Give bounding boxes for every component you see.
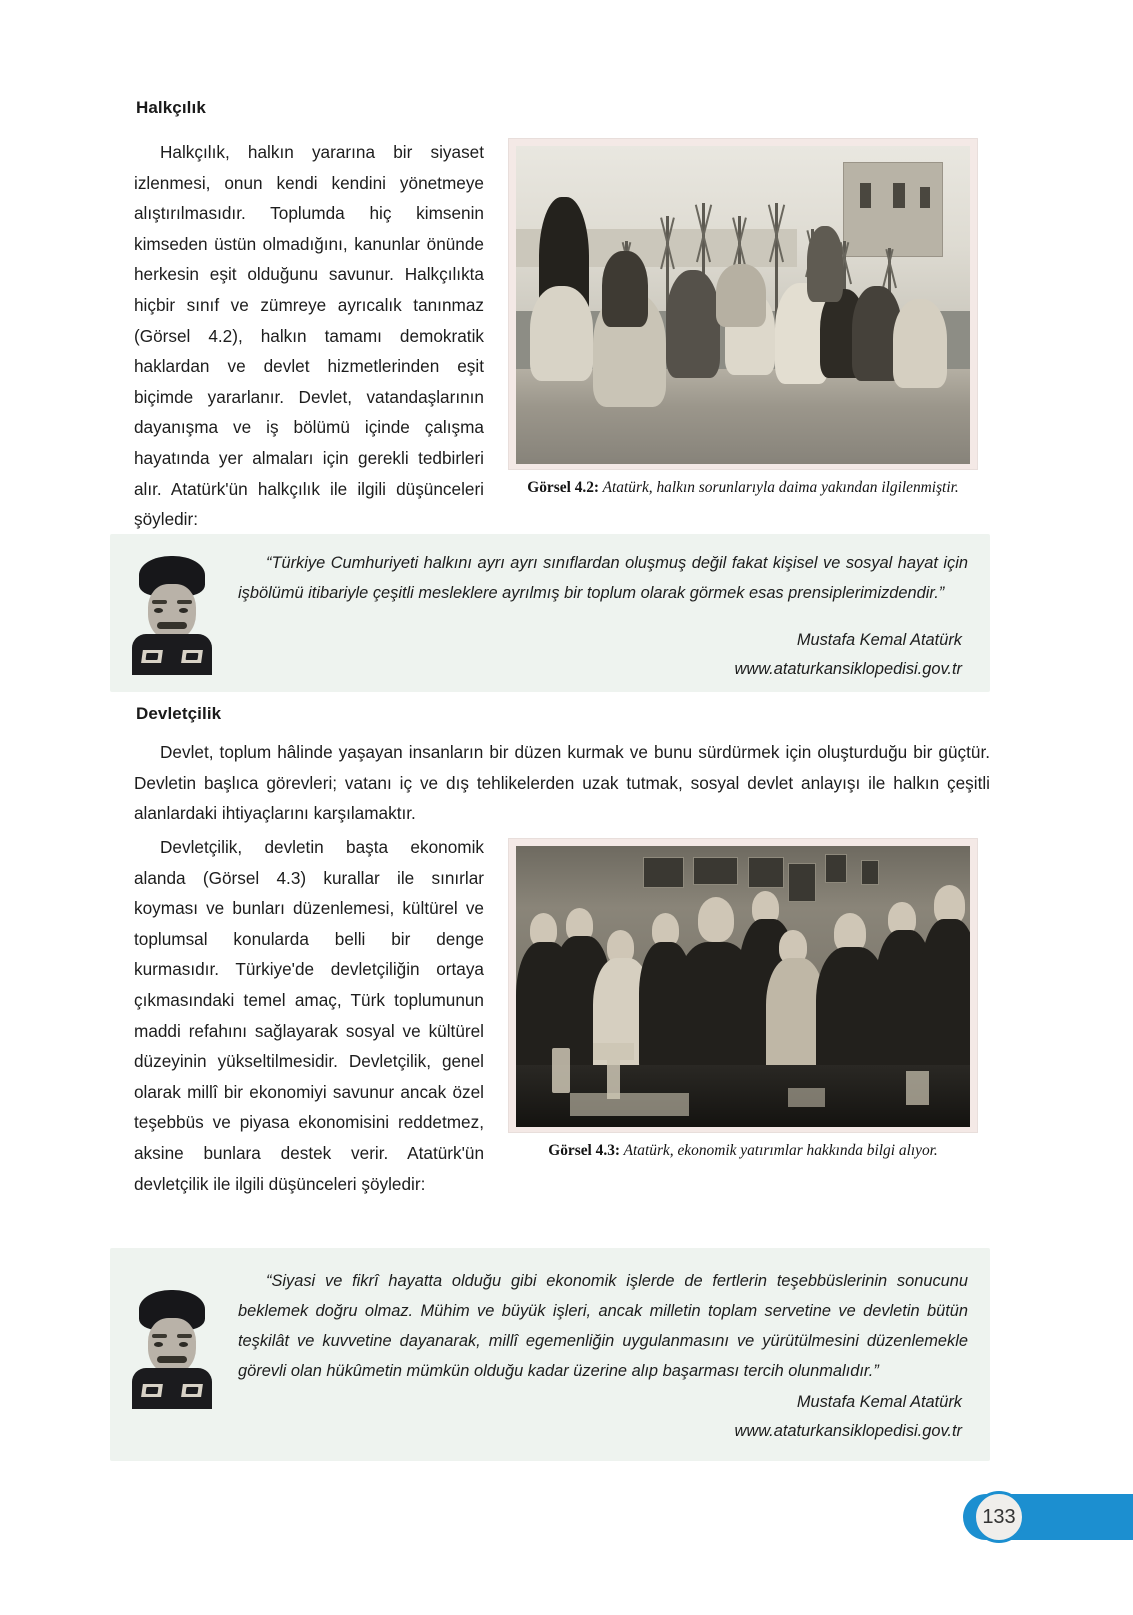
wall-frame bbox=[825, 854, 848, 882]
wall-frame bbox=[861, 860, 879, 885]
wall-frame bbox=[643, 857, 684, 888]
photo-person bbox=[602, 251, 647, 327]
photo-person bbox=[716, 264, 766, 328]
wall-frame bbox=[748, 857, 784, 888]
figure-43-caption-text: Atatürk, ekonomik yatırımlar hakkında bilgi alıyor. bbox=[620, 1142, 938, 1159]
quote-2-author: Mustafa Kemal Atatürk bbox=[796, 1393, 962, 1411]
wall-frame bbox=[788, 863, 815, 902]
quote-1-attribution bbox=[735, 626, 962, 684]
figure-43 bbox=[508, 838, 978, 1160]
figure-43-photo bbox=[516, 846, 970, 1127]
model-piece bbox=[570, 1093, 688, 1115]
figure-42-frame bbox=[508, 138, 978, 470]
photo-person bbox=[807, 226, 843, 302]
model-piece bbox=[552, 1048, 570, 1093]
quote-2-attribution bbox=[735, 1388, 962, 1446]
figure-42-caption-text: Atatürk, halkın sorunlarıyla daima yakından ilgilenmiştir. bbox=[599, 479, 959, 496]
figure-42-photo bbox=[516, 146, 970, 464]
figure-42-caption bbox=[508, 470, 978, 497]
model-piece bbox=[593, 1043, 634, 1060]
quote-1-author: Mustafa Kemal Atatürk bbox=[796, 631, 962, 649]
devletcilik-column-paragraph: Devletçilik, devletin başta ekonomik alanda (Görsel 4.3) kurallar ile sınırlar koyması ve bunları düzenlemesi, kültürel ve toplumsal konularda belli bir denge kurmasıdır. Türkiye'de devletçiliğin ortaya çıkmasındaki temel amaç, Türk toplumunun maddi refahını sağlayarak sosyal ve kültürel düzeyinin yükseltilmesidir. Devletçilik, genel olarak millî bir ekonomiyi savunur ancak özel teşebbüs ve piyasa ekonomisini reddetmez, aksine bunlara destek verir. Atatürk'ün devletçilik ile ilgili düşünceleri şöyledir: bbox=[134, 837, 484, 1194]
model-piece bbox=[906, 1071, 929, 1105]
halkcilik-paragraph: Halkçılık, halkın yararına bir siyaset izlenmesi, onun kendi kendini yönetmeye alıştırılmasıdır. Toplumda hiç kimsenin kimseden üstün olmadığını, kanunlar önünde herkesin eşit olduğunu savunur. Halkçılıkta hiçbir sınıf ve zümreye ayrıcalık tanınmaz (Görsel 4.2), halkın tamamı demokratik haklardan ve devlet hizmetlerinden eşit biçimde yararlanır. Devlet, vatandaşlarının dayanışma ve iş bölümü içinde çalışma hayatında yer almaları için gerekli tedbirleri alır. Atatürk'ün halkçılık ile ilgili düşünceleri şöyledir: bbox=[134, 142, 484, 530]
photo-person bbox=[530, 286, 594, 381]
ataturk-portrait-icon bbox=[128, 1284, 216, 1409]
quote-1-source: www.ataturkansiklopedisi.gov.tr bbox=[734, 660, 962, 678]
figure-42-label: Görsel 4.2: bbox=[527, 479, 600, 496]
photo-building bbox=[843, 162, 943, 257]
quote-2-text: “Siyasi ve fikrî hayatta olduğu gibi ekonomik işlerde de fertlerin teşebbüslerinin sonucunu beklemek doğru olmaz. Mühim ve büyük işleri, ancak milletin toplam servetine ve devletin bütün teşkilât ve kuvvetine dayanarak, millî egemenliğin uygulanmasını ve yürütülmesini düzenlemekle görevli olan hükûmetin mümkün olduğu kadar üzerine alıp başarması tercih olunmalıdır.” bbox=[238, 1272, 968, 1380]
model-piece bbox=[788, 1088, 824, 1108]
figure-43-caption bbox=[508, 1133, 978, 1160]
figure-42 bbox=[508, 138, 978, 497]
devletcilik-intro-paragraph: Devlet, toplum hâlinde yaşayan insanların bir düzen kurmak ve bunu sürdürmek için oluşturduğu bir güçtür. Devletin başlıca görevleri; vatanı iç ve dış tehlikelerden uzak tutmak, sosyal devlet anlayışı ile halkın çeşitli alanlardaki ihtiyaçlarını karşılamaktır. bbox=[134, 742, 990, 824]
halkcilik-heading: Halkçılık bbox=[136, 98, 206, 117]
quote-box-devletcilik bbox=[110, 1248, 990, 1461]
photo-person-ataturk bbox=[666, 270, 720, 378]
quote-box-halkcilik bbox=[110, 534, 990, 692]
crowd-person-ataturk bbox=[698, 897, 734, 942]
devletcilik-heading: Devletçilik bbox=[136, 704, 222, 723]
page-number: 133 bbox=[973, 1491, 1025, 1543]
crowd-person bbox=[920, 919, 970, 1076]
quote-2-source: www.ataturkansiklopedisi.gov.tr bbox=[734, 1422, 962, 1440]
figure-43-label: Görsel 4.3: bbox=[548, 1142, 621, 1159]
photo-person bbox=[893, 299, 947, 388]
quote-1-text: “Türkiye Cumhuriyeti halkını ayrı ayrı sınıflardan oluşmuş değil fakat kişisel ve sosyal hayat için işbölümü itibariyle çeşitli mesleklere ayrılmış bir toplum olarak görmek esas prensiplerimizdendir.” bbox=[238, 554, 968, 602]
wall-frame bbox=[693, 857, 738, 885]
ataturk-portrait-icon bbox=[128, 550, 216, 675]
figure-43-frame bbox=[508, 838, 978, 1133]
